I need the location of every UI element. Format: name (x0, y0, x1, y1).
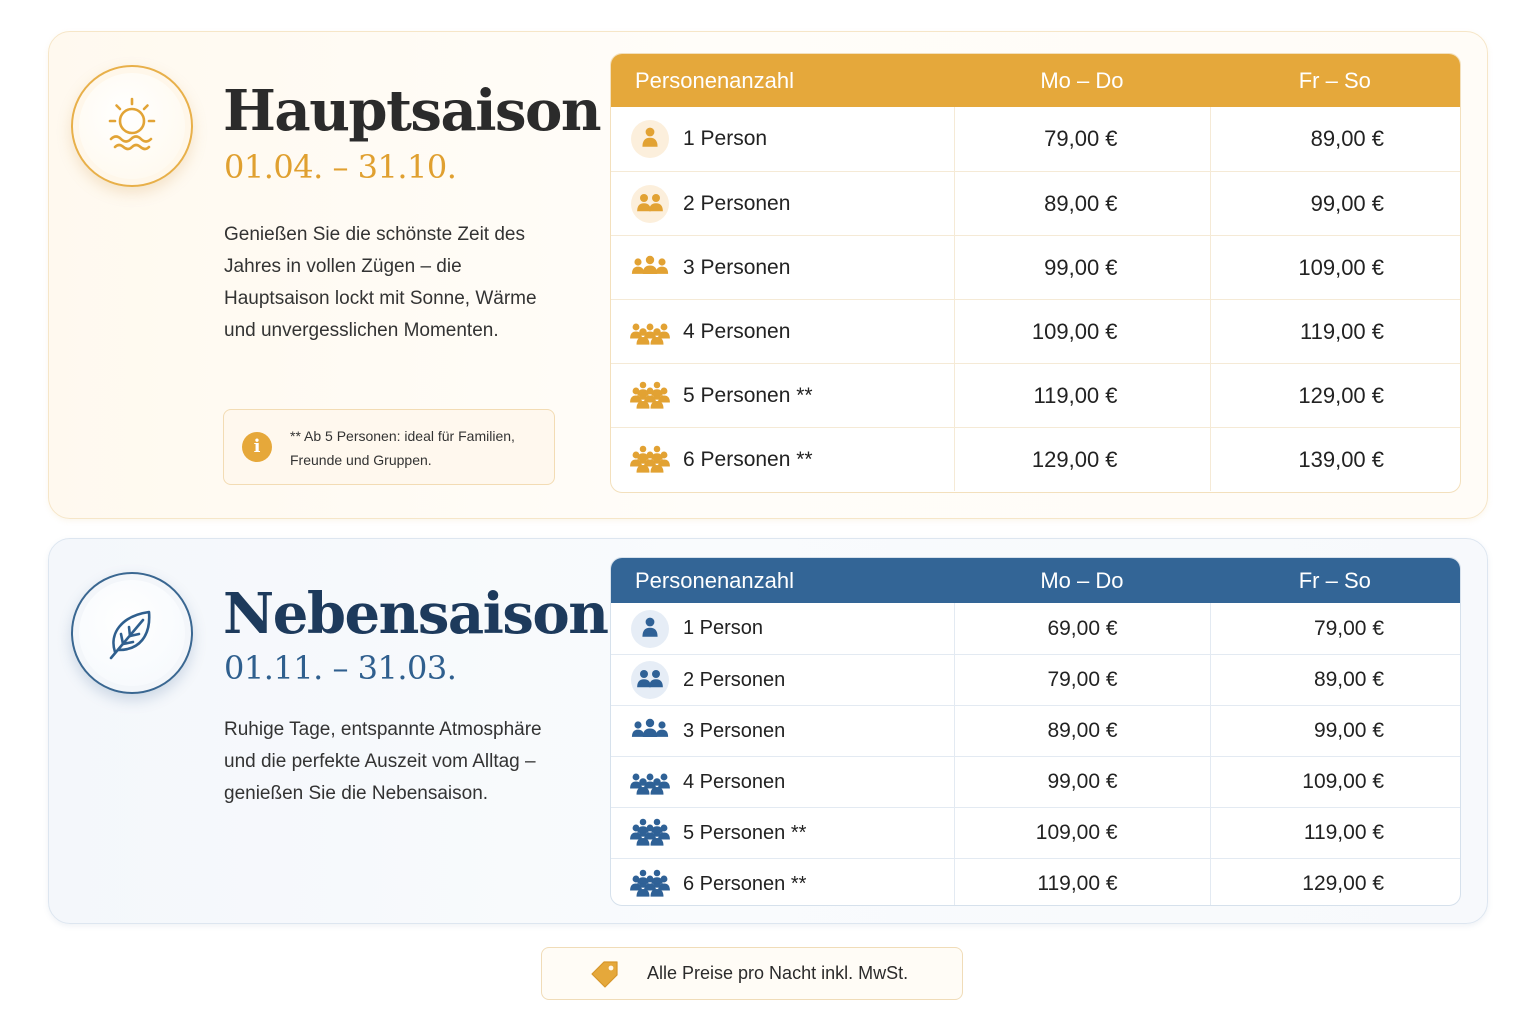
people-group-icon (627, 660, 673, 700)
people-group-icon (627, 248, 673, 288)
persons-label: 1 Person (683, 617, 764, 639)
main-season-description: Genießen Sie die schönste Zeit des Jahres in vollen Zügen – die Hauptsaison lockt mit Sonne, Wärme und unvergesslichen Momenten. (224, 224, 537, 341)
off-season-title: Nebensaison (223, 581, 608, 647)
table-body (611, 603, 1460, 906)
table-row (611, 235, 1460, 299)
off-season-dates: 01.11. – 31.03. (224, 649, 457, 687)
price-footnote-text: Alle Preise pro Nacht inkl. MwSt. (647, 963, 909, 983)
table-row (611, 654, 1460, 705)
weekday-price: 89,00 € (954, 172, 1210, 235)
weekday-price: 129,00 € (954, 428, 1210, 491)
persons-cell (611, 236, 954, 299)
weekend-price: 109,00 € (1210, 757, 1460, 807)
persons-label: 5 Personen ** (683, 383, 813, 407)
persons-label: 4 Personen (683, 319, 791, 343)
table-header (611, 558, 1460, 603)
off-season-card (48, 538, 1488, 924)
table-row (611, 171, 1460, 235)
main-season-price-table (610, 53, 1461, 493)
table-body (611, 107, 1460, 491)
weekday-price: 79,00 € (954, 655, 1210, 705)
persons-label: 6 Personen ** (683, 447, 813, 471)
table-row (611, 603, 1460, 654)
persons-cell (611, 757, 954, 807)
weekday-price: 109,00 € (954, 300, 1210, 363)
info-icon: i (242, 432, 272, 462)
weekday-price: 69,00 € (954, 603, 1210, 654)
table-row (611, 858, 1460, 906)
persons-label: 3 Personen (683, 255, 791, 279)
person-icon (627, 119, 673, 159)
weekday-price: 79,00 € (954, 107, 1210, 171)
group-note (223, 409, 555, 485)
weekend-price: 139,00 € (1210, 428, 1460, 491)
persons-cell (611, 859, 954, 906)
persons-label: 3 Personen (683, 719, 786, 742)
header-weekend: Fr – So (1298, 567, 1371, 593)
people-group-icon (627, 864, 673, 904)
persons-label: 2 Personen (683, 191, 791, 215)
persons-cell (611, 428, 954, 491)
sun-waves-icon (71, 65, 193, 187)
persons-cell (611, 300, 954, 363)
weekday-price: 119,00 € (954, 859, 1210, 906)
main-season-card (48, 31, 1488, 519)
people-group-icon (627, 440, 673, 480)
weekend-price: 119,00 € (1210, 300, 1460, 363)
persons-cell (611, 808, 954, 858)
weekday-price: 99,00 € (954, 757, 1210, 807)
table-row (611, 363, 1460, 427)
weekend-price: 129,00 € (1210, 859, 1460, 906)
header-weekday: Mo – Do (1040, 67, 1124, 93)
persons-label: 6 Personen ** (683, 872, 807, 895)
persons-cell (611, 655, 954, 705)
header-weekday: Mo – Do (1040, 567, 1124, 593)
people-group-icon (627, 711, 673, 751)
group-note-text: ** Ab 5 Personen: ideal für Familien, Freunde und Gruppen. (290, 428, 515, 468)
header-weekend: Fr – So (1298, 67, 1371, 93)
price-footnote (541, 947, 963, 1000)
people-group-icon (627, 813, 673, 853)
weekend-price: 99,00 € (1210, 172, 1460, 235)
table-row (611, 107, 1460, 171)
people-group-icon (627, 312, 673, 352)
persons-label: 5 Personen ** (683, 821, 807, 844)
off-season-price-table (610, 557, 1461, 906)
weekend-price: 89,00 € (1210, 655, 1460, 705)
weekend-price: 99,00 € (1210, 706, 1460, 756)
people-group-icon (627, 762, 673, 802)
weekday-price: 119,00 € (954, 364, 1210, 427)
people-group-icon (627, 184, 673, 224)
persons-label: 1 Person (683, 127, 768, 150)
table-row (611, 299, 1460, 363)
header-persons: Personenanzahl (635, 67, 795, 93)
persons-label: 4 Personen (683, 770, 786, 793)
persons-cell (611, 172, 954, 235)
persons-label: 2 Personen (683, 668, 786, 691)
weekend-price: 129,00 € (1210, 364, 1460, 427)
weekend-price: 109,00 € (1210, 236, 1460, 299)
header-persons: Personenanzahl (635, 567, 795, 593)
weekend-price: 79,00 € (1210, 603, 1460, 654)
persons-cell (611, 364, 954, 427)
price-tag-icon (588, 960, 622, 995)
persons-cell (611, 107, 954, 171)
leaf-icon (71, 572, 193, 694)
table-row (611, 756, 1460, 807)
table-row (611, 807, 1460, 858)
table-row (611, 705, 1460, 756)
weekend-price: 89,00 € (1210, 107, 1460, 171)
weekday-price: 109,00 € (954, 808, 1210, 858)
table-header (611, 54, 1460, 107)
weekend-price: 119,00 € (1210, 808, 1460, 858)
persons-cell (611, 603, 954, 654)
person-icon (627, 609, 673, 649)
main-season-title: Hauptsaison (223, 78, 601, 144)
weekday-price: 99,00 € (954, 236, 1210, 299)
main-season-dates: 01.04. – 31.10. (224, 148, 457, 186)
people-group-icon (627, 376, 673, 416)
persons-cell (611, 706, 954, 756)
weekday-price: 89,00 € (954, 706, 1210, 756)
off-season-description: Ruhige Tage, entspannte Atmosphäre und die perfekte Auszeit vom Alltag – genießen Sie die Nebensaison. (224, 719, 542, 804)
table-row (611, 427, 1460, 491)
